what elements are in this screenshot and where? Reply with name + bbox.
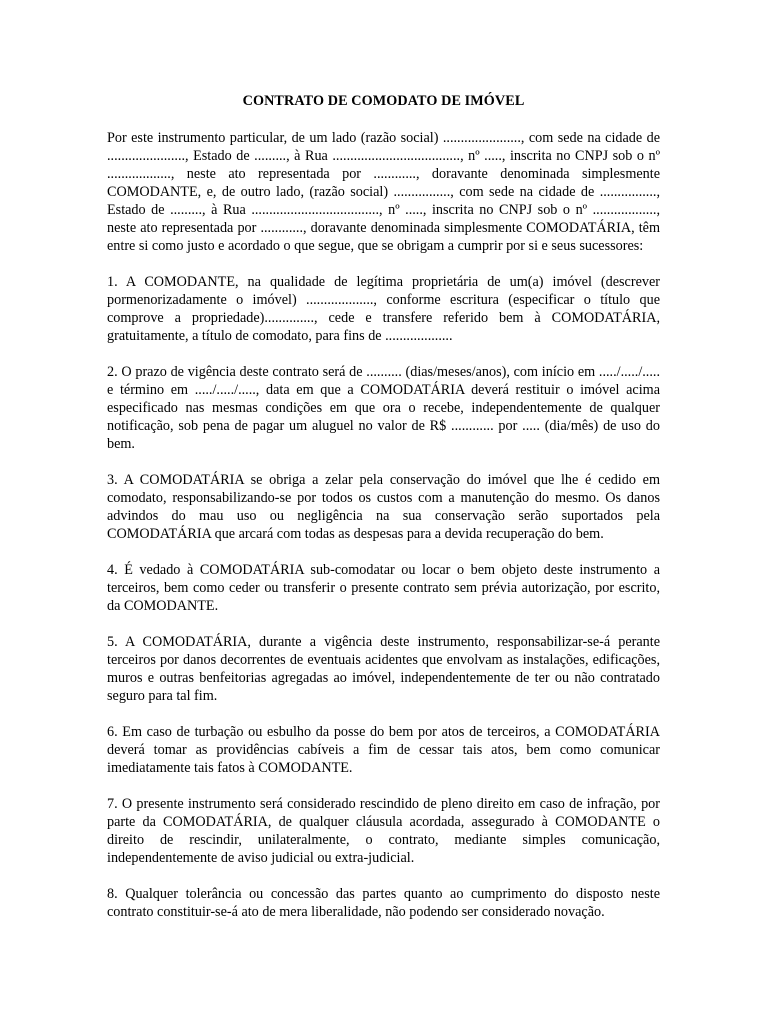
clause-5: 5. A COMODATÁRIA, durante a vigência deste instrumento, responsabilizar-se-á perante terceiros por danos decorrentes de eventuais acidentes que envolvam as instalações, edificações, muros e outras benfeitorias agregadas ao imóvel, independentemente de ter ou não contratado seguro para tal fim.	[107, 634, 660, 704]
document-body	[107, 92, 660, 939]
clause-6: 6. Em caso de turbação ou esbulho da posse do bem por atos de terceiros, a COMODATÁRIA deverá tomar as providências cabíveis a fim de cessar tais atos, bem como comunicar imediatamente tais fatos à COMODANTE.	[107, 724, 660, 776]
document-title: CONTRATO DE COMODATO DE IMÓVEL	[242, 93, 525, 109]
clause-1: 1. A COMODANTE, na qualidade de legítima proprietária de um(a) imóvel (descrever pormenorizadamente o imóvel) ..................., conforme escritura (especificar o título que comprove a propriedade).............., cede e transfere referido bem à COMODATÁRIA, gratuitamente, a título de comodato, para fins de ...................	[107, 274, 660, 344]
clause-4: 4. É vedado à COMODATÁRIA sub-comodatar ou locar o bem objeto deste instrumento a terceiros, bem como ceder ou transferir o presente contrato sem prévia autorização, por escrito, da COMODANTE.	[107, 562, 660, 614]
clause-8: 8. Qualquer tolerância ou concessão das partes quanto ao cumprimento do disposto neste contrato constituir-se-á ato de mera liberalidade, não podendo ser considerado novação.	[107, 886, 660, 920]
clause-3: 3. A COMODATÁRIA se obriga a zelar pela conservação do imóvel que lhe é cedido em comodato, responsabilizando-se por todos os custos com a manutenção do mesmo. Os danos advindos do mau uso ou negligência na sua conservação serão suportados pela COMODATÁRIA que arcará com todas as despesas para a devida recuperação do bem.	[107, 472, 660, 542]
clause-7: 7. O presente instrumento será considerado rescindido de pleno direito em caso de infração, por parte da COMODATÁRIA, de qualquer cláusula acordada, assegurado à COMODANTE o direito de rescindir, unilateralmente, o contrato, mediante simples comunicação, independentemente de aviso judicial ou extra-judicial.	[107, 796, 660, 866]
clause-2: 2. O prazo de vigência deste contrato será de .......... (dias/meses/anos), com início em ...../...../..... e término em ...../...../....., data em que a COMODATÁRIA deverá restituir o imóvel acima especificado nas mesmas condições em que ora o recebe, independentemente de qualquer notificação, sob pena de pagar um aluguel no valor de R$ ............ por ..... (dia/mês) de uso do bem.	[107, 364, 660, 452]
paragraph-preamble: Por este instrumento particular, de um lado (razão social) ......................, com sede na cidade de ......................, Estado de ........., à Rua ...................................., nº ....., inscrita no CNPJ sob o nº .................., neste ato representada por ............, doravante denominada simplesmente COMODANTE, e, de outro lado, (razão social) ................, com sede na cidade de ................, Estado de ........., à Rua ...................................., nº ....., inscrita no CNPJ sob o nº .................., neste ato representada por ............, doravante denominada simplesmente COMODATÁRIA, têm entre si como justo e acordado o que segue, que se obrigam a cumprir por si e seus sucessores:	[107, 130, 660, 254]
